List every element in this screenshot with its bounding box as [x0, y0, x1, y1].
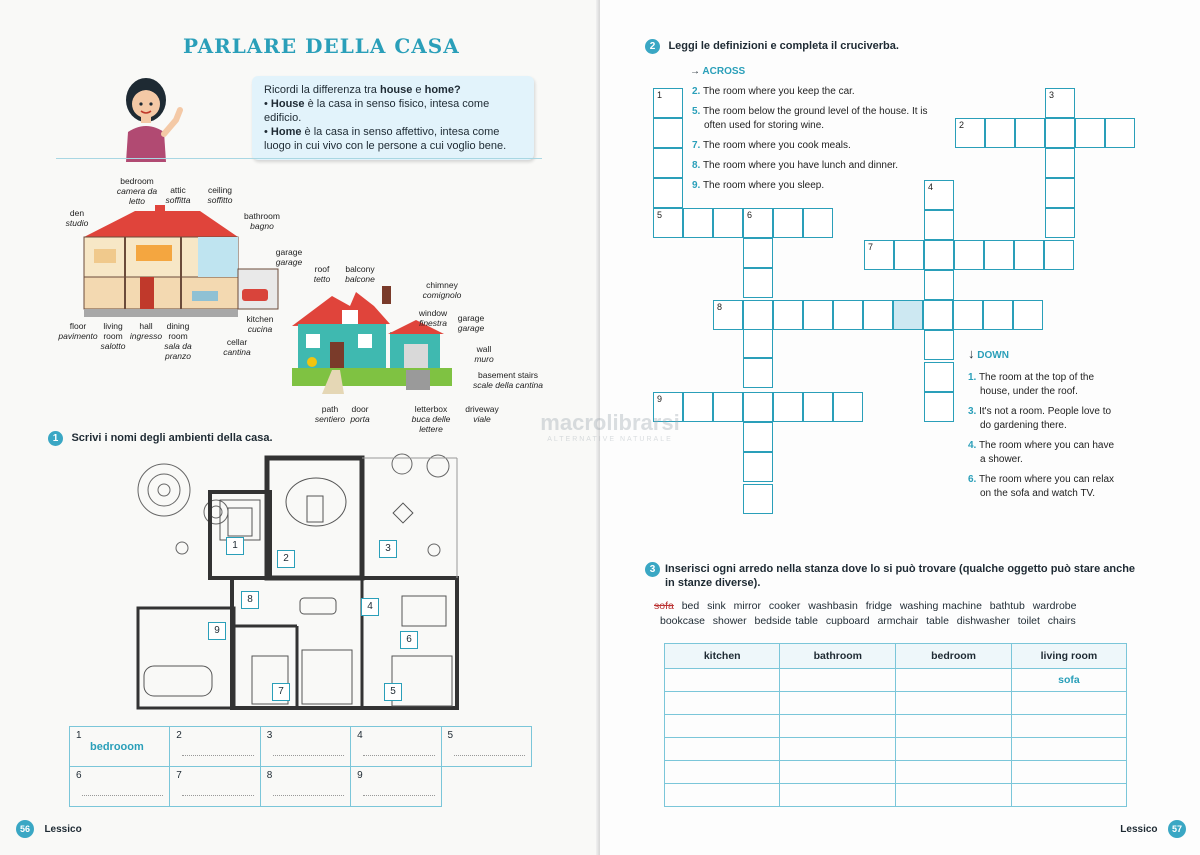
table-cell[interactable] — [665, 738, 780, 761]
plan-number-5: 5 — [384, 683, 402, 701]
label-attic: attic soffitta — [165, 185, 191, 205]
exercise-1-answer-table — [69, 726, 532, 807]
cw-cell[interactable] — [743, 422, 773, 452]
label-chimney: chimney comignolo — [422, 280, 462, 300]
page-number-56: 56 — [16, 820, 34, 838]
page-title: PARLARE DELLA CASA — [183, 34, 460, 58]
answer-cell-7[interactable]: 7 — [170, 767, 260, 807]
label-cellar: cellar cantina — [223, 337, 251, 357]
tip-mid-text: e — [412, 84, 425, 96]
tip-home-def: è la casa in senso affettivo, intesa come luogo in cui vivo con le persone a cui voglio bene. — [264, 126, 507, 152]
exercise-1-heading — [48, 428, 273, 446]
plan-number-6: 6 — [400, 631, 418, 649]
table-cell[interactable] — [780, 784, 896, 807]
cw-number-7: 7 — [868, 242, 874, 252]
exercise-1-instruction: Scrivi i nomi degli ambienti della casa. — [71, 432, 273, 444]
col-living-room: living room — [1011, 644, 1126, 669]
table-cell[interactable] — [665, 784, 780, 807]
label-letterbox: letterbox buca delle lettere — [411, 404, 451, 434]
label-path: path sentiero — [314, 404, 346, 424]
cw-cell[interactable] — [1014, 240, 1044, 270]
plan-number-2: 2 — [277, 550, 295, 568]
label-dining-room: dining room sala da pranzo — [164, 321, 192, 361]
cw-cell[interactable] — [833, 300, 863, 330]
cw-number-9: 9 — [657, 394, 663, 404]
answer-cell-8[interactable]: 8 — [260, 767, 350, 807]
label-basement-stairs: basement stairs scale della cantina — [473, 370, 543, 390]
table-cell[interactable] — [896, 669, 1012, 692]
label-wall: wall muro — [474, 344, 494, 364]
cw-cell[interactable] — [743, 268, 773, 298]
cw-cell[interactable] — [683, 208, 713, 238]
right-footer-label: Lessico — [1120, 824, 1158, 835]
cw-cell[interactable] — [773, 300, 803, 330]
col-kitchen: kitchen — [665, 644, 780, 669]
exercise-3-instruction: Inserisci ogni arredo nella stanza dove lo si può trovare (qualche oggetto può stare anche in stanze diverse). — [665, 563, 1136, 589]
col-bathroom: bathroom — [780, 644, 896, 669]
table-cell[interactable] — [665, 715, 780, 738]
across-clue-9: 9. The room where you sleep. — [692, 180, 825, 191]
table-cell[interactable] — [896, 784, 1012, 807]
table-cell[interactable] — [896, 692, 1012, 715]
cw-cell[interactable] — [653, 148, 683, 178]
cw-cell[interactable] — [924, 392, 954, 422]
cw-cell[interactable] — [924, 240, 954, 270]
table-cell[interactable] — [780, 692, 896, 715]
cw-cell[interactable] — [803, 392, 833, 422]
cw-cell[interactable] — [833, 392, 863, 422]
cw-cell[interactable] — [983, 300, 1013, 330]
right-footer — [1120, 819, 1186, 838]
answer-cell-empty — [441, 767, 531, 807]
cw-cell[interactable] — [1045, 208, 1075, 238]
tip-home-term: Home — [270, 126, 302, 138]
left-footer — [16, 819, 82, 838]
exercise-3-heading — [645, 562, 1145, 590]
down-clue-4: 4. The room where you can have a shower. — [968, 440, 1115, 465]
label-door: door porta — [350, 404, 370, 424]
cw-cell[interactable] — [803, 208, 833, 238]
exercise-1-number: 1 — [48, 431, 63, 446]
cw-cell[interactable] — [1105, 118, 1135, 148]
watermark — [500, 410, 720, 443]
label-den: den studio — [65, 208, 89, 228]
answer-cell-6[interactable]: 6 — [70, 767, 170, 807]
across-clue-2: 2. The room where you keep the car. — [692, 86, 855, 97]
table-cell[interactable] — [780, 715, 896, 738]
table-cell[interactable] — [780, 738, 896, 761]
cw-cell[interactable] — [1045, 148, 1075, 178]
cw-cell[interactable] — [773, 208, 803, 238]
furniture-words-line-2: bookcase shower bedside table cupboard armchair table dishwasher toilet chairs — [660, 615, 1076, 627]
cw-cell[interactable] — [924, 362, 954, 392]
watermark-subtitle: ALTERNATIVE NATURALE — [547, 436, 673, 443]
cw-cell[interactable] — [894, 240, 924, 270]
label-window: window finestra — [418, 308, 448, 328]
cw-number-1: 1 — [657, 90, 663, 100]
cw-cell-highlighted[interactable] — [893, 300, 923, 330]
cw-number-5: 5 — [657, 210, 663, 220]
plan-number-8: 8 — [241, 591, 259, 609]
label-floor: floor pavimento — [58, 321, 98, 341]
cw-cell[interactable] — [653, 178, 683, 208]
answer-cell-5[interactable]: 5 — [441, 727, 531, 767]
cw-cell[interactable] — [863, 300, 893, 330]
down-clue-1: 1. The room at the top of the house, under the roof. — [968, 372, 1095, 397]
answer-cell-2[interactable]: 2 — [170, 727, 260, 767]
cw-cell[interactable] — [985, 118, 1015, 148]
floor-plan — [132, 450, 462, 714]
label-roof: roof tetto — [313, 264, 331, 284]
col-bedroom: bedroom — [896, 644, 1012, 669]
cw-number-3: 3 — [1049, 90, 1055, 100]
table-cell[interactable] — [665, 692, 780, 715]
cw-cell[interactable] — [743, 328, 773, 358]
divider — [56, 158, 542, 159]
cw-cell[interactable] — [984, 240, 1014, 270]
cw-cell[interactable] — [1075, 118, 1105, 148]
exercise-2-number: 2 — [645, 39, 660, 54]
tip-home-word: home? — [424, 84, 461, 96]
page-number-57: 57 — [1168, 820, 1186, 838]
table-cell[interactable] — [665, 669, 780, 692]
cw-cell[interactable] — [924, 330, 954, 360]
label-bedroom: bedroom camera da letto — [116, 176, 158, 206]
cw-cell[interactable] — [1045, 178, 1075, 208]
cw-cell[interactable] — [923, 300, 953, 330]
label-garage-2: garage garage — [457, 313, 485, 333]
cw-cell[interactable] — [924, 270, 954, 300]
cw-cell[interactable] — [773, 392, 803, 422]
label-living-room: living room salotto — [100, 321, 126, 351]
label-bathroom: bathroom bagno — [244, 211, 280, 231]
table-cell[interactable] — [896, 715, 1012, 738]
furniture-table — [664, 643, 1127, 807]
across-title: → ACROSS — [690, 66, 746, 77]
house-home-tip: Ricordi la differenza tra house e home? • House è la casa in senso fisico, intesa come edificio. • Home è la casa in senso affettivo, intesa come luogo in cui vivo con le persone a cui voglio bene. — [252, 76, 534, 160]
cw-number-2: 2 — [959, 120, 965, 130]
label-kitchen: kitchen cucina — [246, 314, 274, 334]
cw-cell[interactable] — [1015, 118, 1045, 148]
label-garage-1: garage garage — [275, 247, 303, 267]
plan-number-1: 1 — [226, 537, 244, 555]
left-footer-label: Lessico — [44, 824, 82, 835]
cw-cell[interactable] — [743, 300, 773, 330]
cw-cell[interactable] — [743, 358, 773, 388]
answer-cell-9[interactable]: 9 — [351, 767, 441, 807]
across-clue-8: 8. The room where you have lunch and dinner. — [692, 160, 899, 171]
plan-number-7: 7 — [272, 683, 290, 701]
furniture-words-line-1: sofa bed sink mirror cooker washbasin fridge washing machine bathtub wardrobe — [654, 600, 1077, 612]
plan-number-4: 4 — [361, 598, 379, 616]
tip-house-word: house — [379, 84, 413, 96]
table-cell[interactable] — [780, 761, 896, 784]
example-answer-sofa: sofa — [1011, 669, 1126, 692]
table-cell[interactable] — [896, 738, 1012, 761]
table-cell[interactable] — [1011, 738, 1126, 761]
label-balcony: balcony balcone — [345, 264, 375, 284]
table-cell[interactable] — [1011, 784, 1126, 807]
cw-cell[interactable] — [743, 484, 773, 514]
cw-cell[interactable] — [743, 452, 773, 482]
cw-cell[interactable] — [953, 300, 983, 330]
cw-cell[interactable] — [653, 118, 683, 148]
down-title: ↓ DOWN — [968, 346, 1009, 361]
down-clue-6: 6. The room where you can relax on the sofa and watch TV. — [968, 474, 1115, 499]
cw-cell[interactable] — [743, 392, 773, 422]
answer-cell-4[interactable]: 4 — [351, 727, 441, 767]
girl-illustration — [112, 70, 192, 162]
across-clue-5: 5. The room below the ground level of the house. It is often used for storing wine. — [692, 106, 928, 131]
table-cell[interactable] — [1011, 761, 1126, 784]
cw-cell[interactable] — [1013, 300, 1043, 330]
answer-cell-1[interactable]: 1 bedrooom — [70, 727, 170, 767]
cw-cell[interactable] — [803, 300, 833, 330]
label-ceiling: ceiling soffitto — [207, 185, 233, 205]
down-clues — [968, 371, 1118, 501]
label-driveway: driveway viale — [465, 404, 499, 424]
down-clue-3: 3. It's not a room. People love to do gardening there. — [968, 406, 1112, 431]
exercise-3-number: 3 — [645, 562, 660, 577]
tip-intro-text: Ricordi la differenza tra — [264, 84, 380, 96]
table-cell[interactable] — [665, 761, 780, 784]
cw-cell[interactable] — [924, 210, 954, 240]
cw-number-4: 4 — [928, 182, 934, 192]
table-cell[interactable] — [1011, 715, 1126, 738]
cw-number-8: 8 — [717, 302, 723, 312]
answer-cell-3[interactable]: 3 — [260, 727, 350, 767]
table-cell[interactable] — [1011, 692, 1126, 715]
plan-number-3: 3 — [379, 540, 397, 558]
tip-house-term: House — [270, 98, 305, 110]
label-hall: hall ingresso — [129, 321, 163, 341]
cw-cell[interactable] — [1044, 240, 1074, 270]
house-exterior — [292, 284, 462, 396]
across-clue-7: 7. The room where you cook meals. — [692, 140, 851, 151]
cw-number-6: 6 — [747, 210, 753, 220]
cw-cell[interactable] — [954, 240, 984, 270]
cw-cell[interactable] — [1045, 118, 1075, 148]
cw-cell[interactable] — [743, 238, 773, 268]
plan-number-9: 9 — [208, 622, 226, 640]
exercise-2-instruction: Leggi le definizioni e completa il cruciverba. — [668, 40, 899, 52]
table-cell[interactable] — [896, 761, 1012, 784]
table-cell[interactable] — [780, 669, 896, 692]
watermark-logo: macrolibrarsi — [540, 410, 680, 435]
word-sofa-crossed: sofa — [654, 600, 674, 612]
tip-house-def: è la casa in senso fisico, intesa come edificio. — [264, 98, 490, 124]
cw-cell[interactable] — [713, 208, 743, 238]
